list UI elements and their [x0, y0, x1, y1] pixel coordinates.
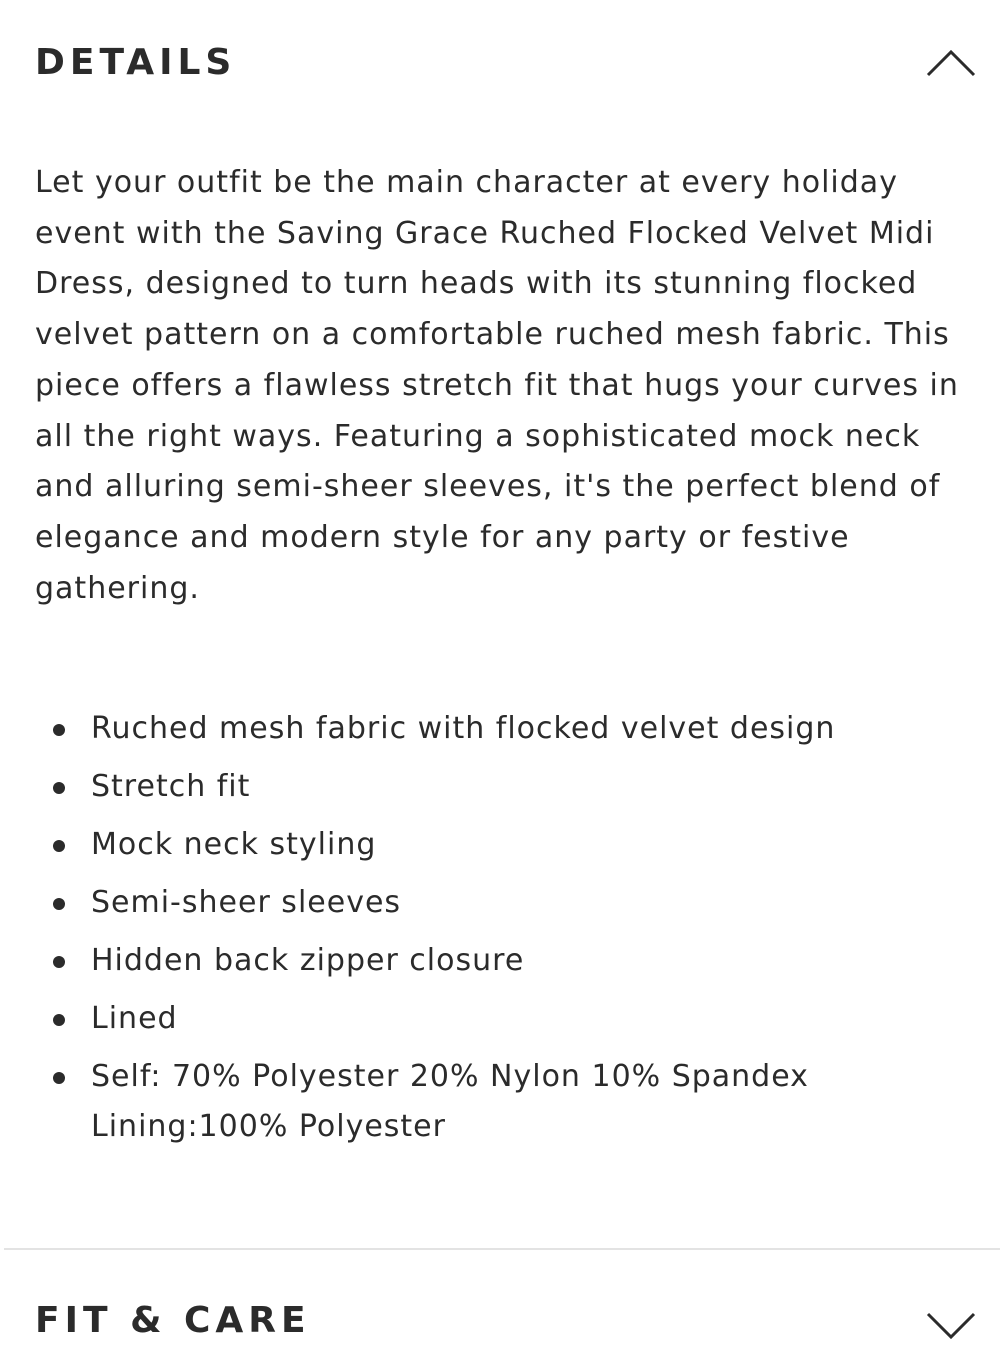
bullet-icon	[53, 724, 65, 736]
list-item	[35, 994, 970, 1044]
bullet-icon	[53, 1072, 65, 1084]
details-accordion-header[interactable]	[0, 38, 1000, 98]
chevron-up-icon[interactable]	[926, 48, 976, 78]
list-item	[35, 820, 970, 870]
feature-list	[35, 704, 970, 1160]
list-item	[35, 936, 970, 986]
feature-text: Stretch fit	[91, 769, 251, 804]
feature-text: Semi-sheer sleeves	[91, 885, 402, 920]
list-item	[35, 762, 970, 812]
feature-text: Ruched mesh fabric with flocked velvet design	[91, 711, 836, 746]
feature-text: Mock neck styling	[91, 827, 377, 862]
bullet-icon	[53, 840, 65, 852]
list-item	[35, 878, 970, 928]
details-title: DETAILS	[35, 42, 237, 83]
bullet-icon	[53, 782, 65, 794]
section-divider	[4, 1248, 1000, 1250]
list-item	[35, 704, 970, 754]
list-item	[35, 1052, 970, 1152]
feature-text: Hidden back zipper closure	[91, 943, 525, 978]
feature-text: Lined	[91, 1001, 178, 1036]
bullet-icon	[53, 898, 65, 910]
fit-care-title: FIT & CARE	[35, 1300, 311, 1341]
chevron-down-icon[interactable]	[926, 1310, 976, 1340]
bullet-icon	[53, 956, 65, 968]
bullet-icon	[53, 1014, 65, 1026]
fit-care-accordion-header[interactable]	[0, 1300, 1000, 1360]
feature-text: Self: 70% Polyester 20% Nylon 10% Spandex Lining:100% Polyester	[91, 1059, 809, 1144]
product-description: Let your outfit be the main character at every holiday event with the Saving Grace Ruched Flocked Velvet Midi Dress, designed to turn heads with its stunning flocked velvet pattern on a comfortable ruched mesh fabric. This piece offers a flawless stretch fit that hugs your curves in all the right ways. Featuring a sophisticated mock neck and alluring semi-sheer sleeves, it's the perfect blend of elegance and modern style for any party or festive gathering.	[35, 165, 959, 606]
